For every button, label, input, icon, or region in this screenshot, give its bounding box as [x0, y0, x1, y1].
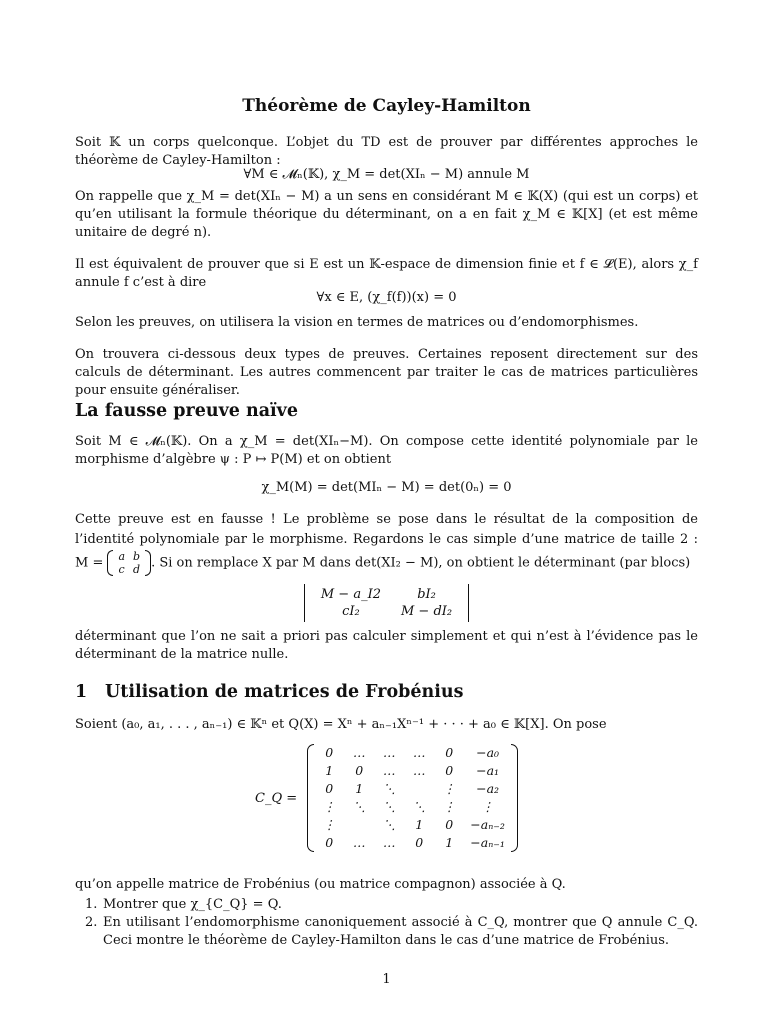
matrix-cell: ⋱	[383, 799, 396, 814]
list-item-number: 1.	[85, 897, 98, 912]
naive-paragraph-1: Soit M ∈ 𝓜ₙ(𝕂). On a χ_M = det(XIₙ−M). On compose cette identité polynomiale par le morphisme d’algèbre ψ : P ↦ P(M) et on obtient	[75, 434, 698, 467]
naive-paragraph-3: déterminant que l’on ne sait a priori pas calculer simplement et qui n’est à l’évidence pas le déterminant de la matrice nulle.	[75, 629, 698, 662]
section-heading-frobenius	[75, 682, 464, 702]
list-item-number: 2.	[85, 915, 98, 930]
det-cell: M − dI₂	[400, 604, 453, 619]
matrix-cell: ⋱	[383, 817, 396, 832]
det-cell: M − a_I2	[320, 587, 381, 602]
section-heading-text: Utilisation de matrices de Frobénius	[105, 682, 464, 702]
matrix-cell: b	[133, 550, 141, 563]
intro-equation-1: ∀M ∈ 𝓜ₙ(𝕂), χ_M = det(XIₙ − M) annule M	[243, 167, 530, 182]
matrix-cell: 0	[445, 745, 454, 760]
intro-paragraph-1: Soit 𝕂 un corps quelconque. L’objet du TD est de prouver par différentes approches le théorème de Cayley-Hamilton :	[75, 135, 698, 168]
intro-paragraph-3: Il est équivalent de prouver que si E est un 𝕂-espace de dimension finie et f ∈ 𝓛(E), alors χ_f annule f c’est à dire	[75, 257, 698, 290]
list-item	[85, 914, 698, 950]
det-cell: cI₂	[342, 604, 360, 619]
matrix-cell: …	[413, 763, 426, 778]
matrix-cell: ⋮	[443, 781, 456, 796]
block-determinant	[75, 584, 698, 628]
matrix-cell: 0	[415, 835, 424, 850]
intro-paragraph-4: Selon les preuves, on utilisera la vision en termes de matrices ou d’endomorphismes.	[75, 315, 639, 330]
matrix-cell: ⋮	[481, 799, 494, 814]
intro-paragraph-2: On rappelle que χ_M = det(XIₙ − M) a un sens en considérant M ∈ 𝕂(X) (qui est un corps) et qu’en utilisant la formule théorique du déterminant, on a en fait χ_M ∈ 𝕂[X] (et est même unitaire de degré n).	[75, 189, 698, 240]
matrix-cell: 0	[445, 763, 454, 778]
matrix-2x2	[107, 550, 151, 576]
matrix-cell: −a₀	[476, 745, 500, 760]
matrix-cell: ⋮	[323, 817, 336, 832]
matrix-lhs: C_Q =	[255, 790, 298, 806]
naive-paragraph-2	[75, 510, 698, 576]
naive-paragraph-2a: Cette preuve est en fausse ! Le problème se pose dans le résultat de la composition de l’identité polynomiale par le morphisme. Regardons le cas simple d’une matrice de taille 2 : M =	[75, 512, 698, 571]
list-item	[85, 896, 698, 914]
matrix-cell	[344, 816, 374, 834]
matrix-cell: a	[118, 550, 126, 563]
matrix-cell: ⋮	[443, 799, 456, 814]
matrix-cell: 0	[355, 763, 364, 778]
section-number: 1	[75, 682, 88, 702]
matrix-cell: ⋮	[323, 799, 336, 814]
frob-paragraph-1: Soient (a₀, a₁, . . . , aₙ₋₁) ∈ 𝕂ⁿ et Q(X) = Xⁿ + aₙ₋₁Xⁿ⁻¹ + · · · + a₀ ∈ 𝕂[X]. On pose	[75, 717, 607, 732]
matrix-row	[314, 744, 511, 762]
determinant-bars	[304, 584, 469, 622]
det-cell: bI₂	[417, 587, 436, 602]
list-item-text: En utilisant l’endomorphisme canoniquement associé à C_Q, montrer que Q annule C_Q. Ceci montre le théorème de Cayley-Hamilton dans le cas d’une matrice de Frobénius.	[103, 915, 698, 948]
matrix-cell: 1	[445, 835, 454, 850]
matrix-cell: ⋱	[413, 799, 426, 814]
matrix-row	[314, 834, 511, 852]
intro-paragraph-5: On trouvera ci-dessous deux types de preuves. Certaines reposent directement sur des calculs de déterminant. Les autres commencent par traiter le cas de matrices particulières pour ensuite généraliser.	[75, 347, 698, 398]
matrix-cell: c	[118, 563, 125, 576]
intro-equation-2: ∀x ∈ E, (χ_f(f))(x) = 0	[316, 290, 457, 305]
matrix-cell: …	[383, 745, 396, 760]
matrix-row	[314, 780, 511, 798]
matrix-cell: −aₙ₋₂	[470, 817, 505, 832]
frobenius-matrix	[307, 744, 518, 852]
frob-paragraph-2: qu’on appelle matrice de Frobénius (ou matrice compagnon) associée à Q.	[75, 877, 566, 892]
list-item-text: Montrer que χ_{C_Q} = Q.	[103, 897, 282, 912]
matrix-cell: −a₁	[476, 763, 500, 778]
naive-equation-1: χ_M(M) = det(MIₙ − M) = det(0ₙ) = 0	[261, 480, 512, 495]
matrix-cell: 0	[325, 745, 334, 760]
matrix-cell: −aₙ₋₁	[470, 835, 505, 850]
matrix-cell: …	[353, 745, 366, 760]
matrix-cell: 0	[325, 781, 334, 796]
matrix-cell: ⋱	[353, 799, 366, 814]
matrix-cell: …	[353, 835, 366, 850]
matrix-cell: 0	[445, 817, 454, 832]
frobenius-matrix-block	[255, 744, 518, 852]
matrix-cell: …	[383, 835, 396, 850]
page-title: Théorème de Cayley-Hamilton	[242, 96, 531, 116]
matrix-row	[314, 816, 511, 834]
page-number: 1	[382, 972, 391, 987]
exercise-list	[85, 896, 698, 950]
matrix-cell: …	[413, 745, 426, 760]
naive-paragraph-2b: . Si on remplace X par M dans det(XI₂ − M), on obtient le déterminant (par blocs)	[151, 555, 691, 571]
matrix-cell: 1	[355, 781, 364, 796]
matrix-cell: −a₂	[476, 781, 500, 796]
matrix-cell	[404, 780, 434, 798]
matrix-cell: 0	[325, 835, 334, 850]
matrix-row	[314, 762, 511, 780]
matrix-cell: …	[383, 763, 396, 778]
matrix-cell: 1	[415, 817, 424, 832]
section-heading-naive: La fausse preuve naïve	[75, 401, 298, 421]
document-page	[75, 0, 698, 1024]
matrix-row	[314, 798, 511, 816]
matrix-cell: ⋱	[383, 781, 396, 796]
matrix-cell: 1	[325, 763, 334, 778]
matrix-cell: d	[133, 563, 141, 576]
